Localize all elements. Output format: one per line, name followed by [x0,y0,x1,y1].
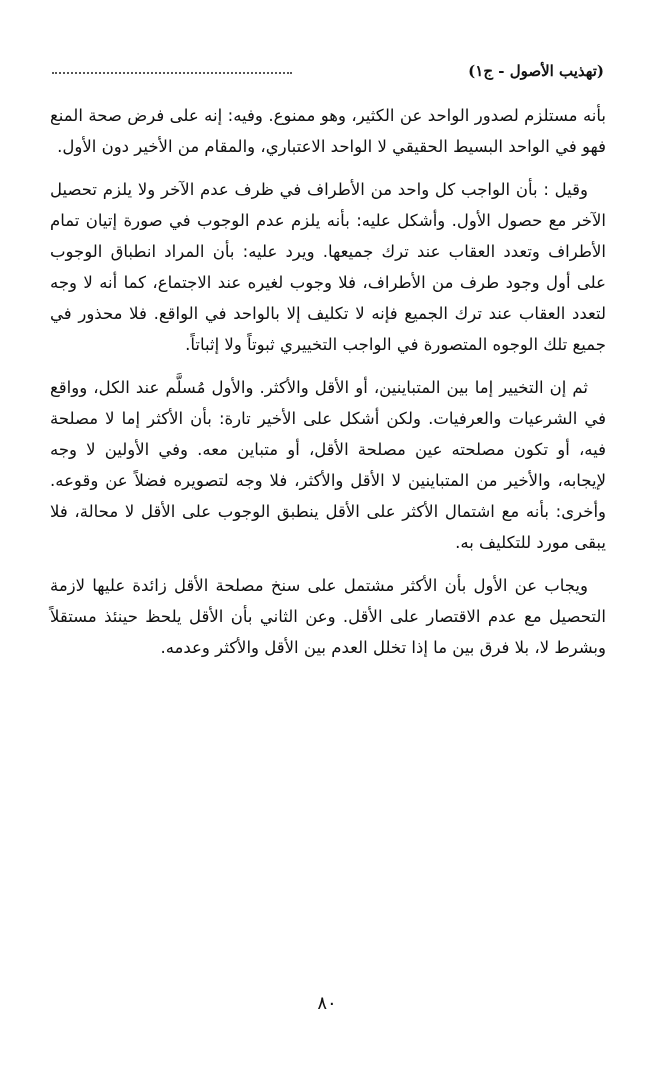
header-dotted-rule [52,72,292,74]
paragraph-2: وقيل : بأن الواجب كل واحد من الأطراف في ظرف عدم الآخر ولا يلزم تحصيل الآخر مع حصول الأول. وأشكل عليه: بأنه يلزم عدم الوجوب في صورة إتيان تمام الأطراف وتعدد العقاب عند ترك جميعها. ويرد عليه: بأن المراد انطباق الوجوب على أول وجود طرف من الأطراف، فلا وجوب لغيره عند الاجتماع، كما أنه لا وجه لتعدد العقاب عند ترك الجميع فإنه لا تكليف إلا بالواحد في الواقع. فلا محذور في جميع تلك الوجوه المتصورة في الواجب التخييري ثبوتاً ولا إثباتاً. [50,180,606,354]
paragraph-3: ثم إن التخيير إما بين المتباينين، أو الأقل والأكثر. والأول مُسلَّم عند الكل، وواقع في الشرعيات والعرفيات. ولكن أشكل على الأخير تارة: بأن الأكثر إما لا مصلحة فيه، أو تكون مصلحته عين مصلحة الأقل، أو متباين معه. وفي الأولين لا وجه لإيجابه، والأخير من المتباينين لا الأقل والأكثر، فلا وجه لتصويره فضلاً عن وقوعه. وأخرى: بأنه مع اشتمال الأكثر على الأقل ينطبق الوجوب على الأقل لا محالة، فلا يبقى مورد للتكليف به. [50,378,606,552]
paragraph-1: بأنه مستلزم لصدور الواحد عن الكثير، وهو ممنوع. وفيه: إنه على فرض صحة المنع فهو في الواحد البسيط الحقيقي لا الواحد الاعتباري، والمقام من الأخير دون الأول. [50,106,606,156]
paragraph-4: ويجاب عن الأول بأن الأكثر مشتمل على سنخ مصلحة الأقل زائدة عليها لازمة التحصيل مع عدم الاقتصار على الأقل. وعن الثاني بأن الأقل يلحظ حينئذ مستقلاً وبشرط لا، بلا فرق بين ما إذا تخلل العدم بين الأقل والأكثر وعدمه. [50,576,606,657]
body-text [50,100,606,675]
running-header-title: (تهذيب الأصول - ج١) [468,62,604,80]
running-header [52,54,604,80]
page-number: ٨٠ [317,993,337,1014]
